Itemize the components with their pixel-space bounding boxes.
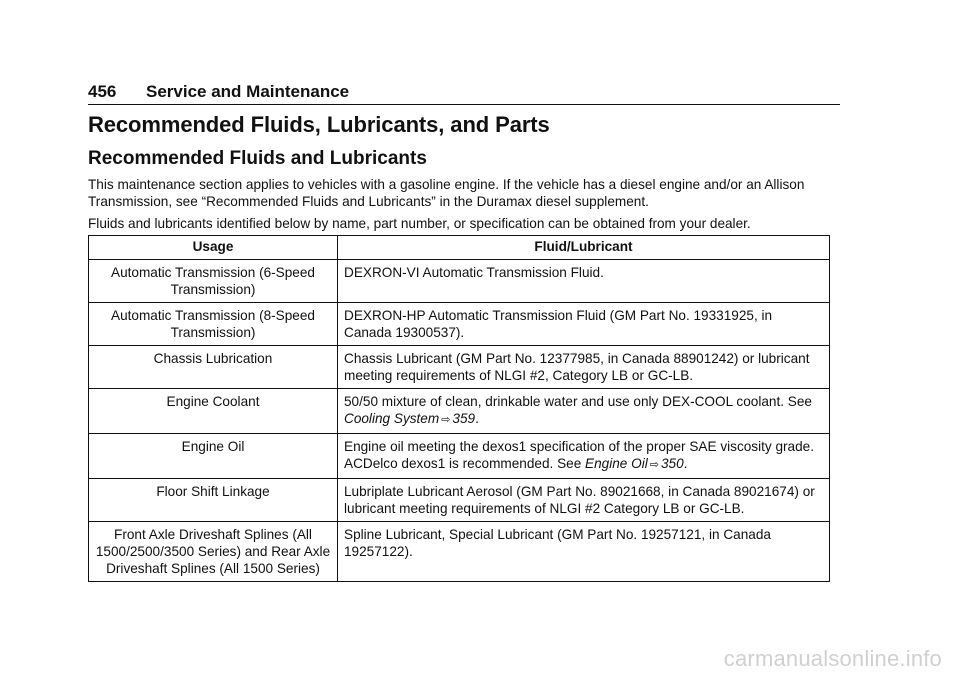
fluid-cell: DEXRON-HP Automatic Transmission Fluid (GM Part No. 19331925, in Canada 19300537). <box>338 303 830 346</box>
usage-cell: Engine Oil <box>89 434 338 479</box>
section-title: Service and Maintenance <box>146 82 350 101</box>
usage-cell: Chassis Lubrication <box>89 346 338 389</box>
fluid-text: 50/50 mixture of clean, drinkable water and use only DEX-COOL coolant. See <box>344 394 812 409</box>
table-row <box>89 346 830 389</box>
running-header <box>88 82 840 105</box>
fluid-cell <box>338 434 830 479</box>
fluid-cell: Chassis Lubricant (GM Part No. 12377985, in Canada 88901242) or lubricant meeting requirements of NLGI #2, Category LB or GC-LB. <box>338 346 830 389</box>
fluid-cell: Lubriplate Lubricant Aerosol (GM Part No. 89021668, in Canada 89021674) or lubricant meeting requirements of NLGI #2 Category LB or GC-LB. <box>338 479 830 522</box>
fluid-cell: DEXRON-VI Automatic Transmission Fluid. <box>338 260 830 303</box>
table-row <box>89 389 830 434</box>
fluid-cell <box>338 389 830 434</box>
cooling-system-link[interactable]: Cooling System <box>344 411 440 426</box>
section-heading: Recommended Fluids and Lubricants <box>88 148 427 169</box>
intro-paragraph: This maintenance section applies to vehicles with a gasoline engine. If the vehicle has a diesel engine and/or an Allison Transmission, see “Recommended Fluids and Lubricants” in the Duramax diesel supplement. <box>88 177 805 209</box>
table-row <box>89 303 830 346</box>
watermark-text: carmanualsonline.info <box>723 646 942 671</box>
table-row <box>89 434 830 479</box>
usage-cell: Automatic Transmission (6-Speed Transmission) <box>89 260 338 303</box>
sentence-end: . <box>475 411 479 426</box>
page-ref-number[interactable]: 350 <box>660 456 684 471</box>
usage-cell: Automatic Transmission (8-Speed Transmission) <box>89 303 338 346</box>
usage-cell: Front Axle Driveshaft Splines (All 1500/2500/3500 Series) and Rear Axle Driveshaft Splines (All 1500 Series) <box>89 522 338 582</box>
page-ref-arrow-icon: ⇨ <box>441 414 451 426</box>
fluid-cell: Spline Lubricant, Special Lubricant (GM Part No. 19257121, in Canada 19257122). <box>338 522 830 582</box>
page-ref-arrow-icon: ⇨ <box>649 459 659 471</box>
page-title: Recommended Fluids, Lubricants, and Parts <box>88 112 550 137</box>
table-row <box>89 479 830 522</box>
sentence-end: . <box>683 456 688 471</box>
usage-cell: Floor Shift Linkage <box>89 479 338 522</box>
table-row <box>89 522 830 582</box>
fluid-column-header: Fluid/Lubricant <box>338 236 830 260</box>
page-number: 456 <box>88 82 117 101</box>
usage-cell: Engine Coolant <box>89 389 338 434</box>
engine-oil-link[interactable]: Engine Oil <box>585 456 648 471</box>
usage-column-header: Usage <box>89 236 338 260</box>
fluids-table <box>88 235 830 582</box>
fluid-text: Engine oil meeting the dexos1 specification of the proper SAE viscosity grade. ACDelco dexos1 is recommended. See <box>344 439 815 471</box>
dealer-paragraph: Fluids and lubricants identified below by name, part number, or specification can be obtained from your dealer. <box>88 216 751 231</box>
page-ref-number[interactable]: 359 <box>452 411 476 426</box>
table-header-row <box>89 236 830 260</box>
table-row <box>89 260 830 303</box>
